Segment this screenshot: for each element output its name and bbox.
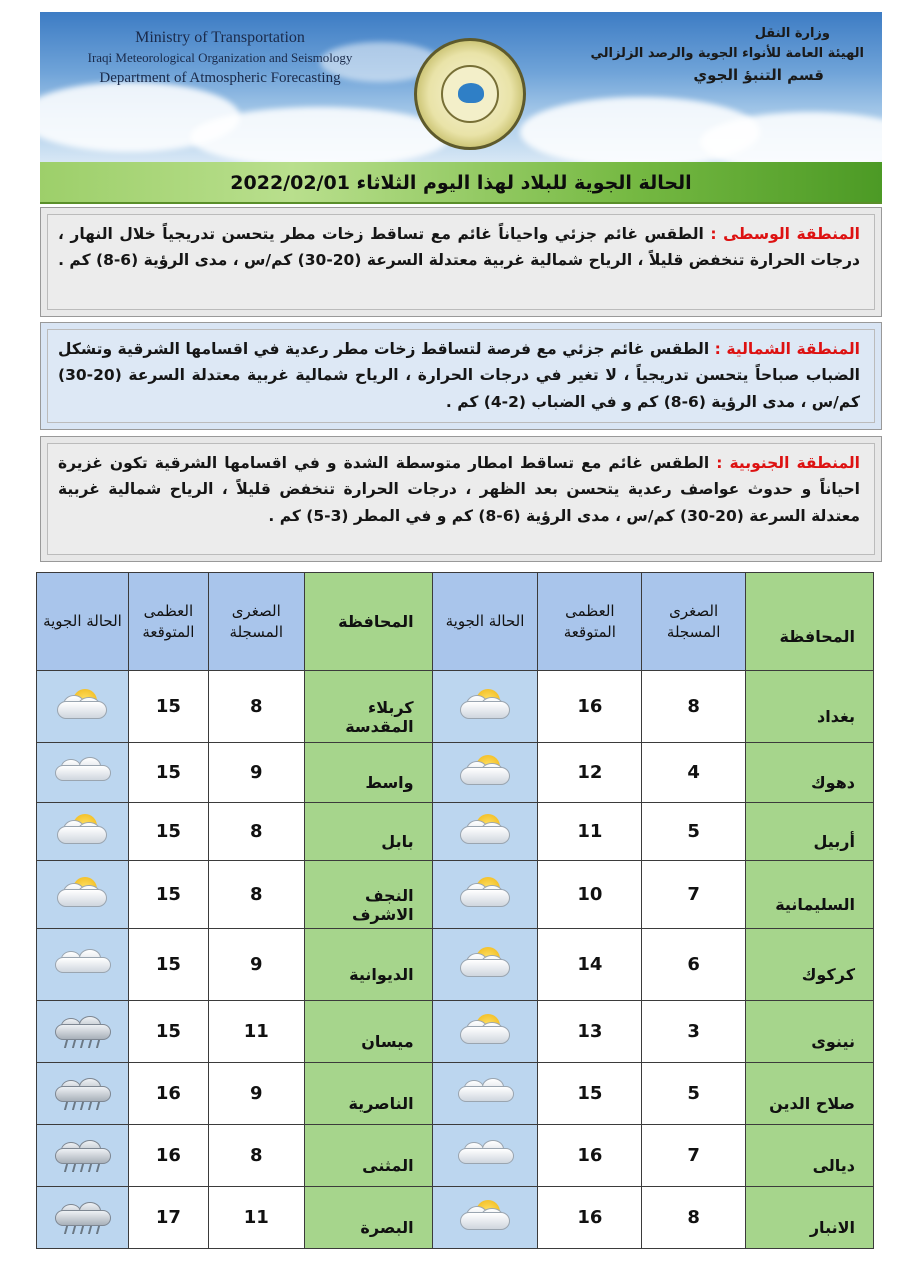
governorate-name: بغداد: [817, 707, 855, 726]
governorate-name: الديوانية: [349, 965, 414, 984]
max-temp-cell: 10: [538, 861, 642, 929]
governorate-cell: [304, 671, 432, 743]
organization-logo: [414, 38, 526, 150]
governorate-cell: [746, 1001, 874, 1063]
max-temp-cell: 15: [538, 1063, 642, 1125]
title-bar: [40, 162, 882, 204]
central-region-label: المنطقة الوسطى :: [710, 225, 860, 243]
weather-cell: [37, 1125, 129, 1187]
partly-cloudy-icon: [456, 755, 514, 787]
max-temp-cell: 15: [128, 743, 208, 803]
min-temp-cell: 8: [208, 861, 304, 929]
south-region-box: [40, 436, 882, 562]
cloud-decoration: [190, 107, 450, 162]
min-temp-cell: 11: [208, 1001, 304, 1063]
max-temp-cell: 16: [538, 671, 642, 743]
department-name-en: Department of Atmospheric Forecasting: [99, 70, 341, 87]
weather-cell: [37, 743, 129, 803]
governorate-name: ميسان: [361, 1032, 414, 1051]
max-temp-cell: 16: [128, 1125, 208, 1187]
rain-icon: [53, 1138, 111, 1170]
central-region-text: [47, 214, 875, 310]
south-region-label: المنطقة الجنوبية :: [716, 454, 860, 472]
min-temp-cell: 8: [642, 1187, 746, 1249]
header-weather-state: الحالة الجوية: [37, 573, 129, 671]
governorate-name: البصرة: [360, 1218, 414, 1237]
weather-cell: [37, 1187, 129, 1249]
governorate-cell: [304, 1063, 432, 1125]
table-row: [37, 743, 874, 803]
weather-cell: [432, 803, 538, 861]
weather-cell: [432, 1063, 538, 1125]
table-row: [37, 671, 874, 743]
min-temp-cell: 9: [208, 743, 304, 803]
max-temp-cell: 15: [128, 861, 208, 929]
table-row: [37, 803, 874, 861]
governorate-name: كربلاء المقدسة: [345, 697, 414, 736]
organization-name-en: Iraqi Meteorological Organization and Seismology: [87, 50, 353, 66]
rain-icon: [53, 1014, 111, 1046]
governorate-cell: [746, 743, 874, 803]
max-temp-cell: 14: [538, 929, 642, 1001]
partly-cloudy-icon: [456, 877, 514, 909]
header-weather-state: الحالة الجوية: [432, 573, 538, 671]
north-region-box: [40, 322, 882, 430]
english-header: [70, 26, 370, 90]
min-temp-cell: 5: [642, 803, 746, 861]
max-temp-cell: 15: [128, 1001, 208, 1063]
weather-cell: [37, 671, 129, 743]
governorate-cell: [304, 803, 432, 861]
central-region-forecast: الطقس غائم جزئي واحياناً غائم مع تساقط زخات مطر يتحسن تدريجياً خلال النهار ، درجات الحرارة تنخفض قليلاً ، الرياح شمالية غربية معتدلة السرعة (20-30) كم/س ، مدى الرؤية (6-8) كم .: [58, 225, 860, 270]
min-temp-cell: 8: [208, 671, 304, 743]
weather-cell: [432, 1187, 538, 1249]
min-temp-cell: 11: [208, 1187, 304, 1249]
governorate-name: دهوك: [811, 773, 855, 792]
weather-cell: [37, 1063, 129, 1125]
max-temp-cell: 11: [538, 803, 642, 861]
governorate-name: نينوى: [811, 1032, 855, 1051]
forecast-table: [36, 572, 874, 1249]
governorate-name: ديالى: [812, 1156, 855, 1175]
min-temp-cell: 8: [208, 1125, 304, 1187]
min-temp-cell: 8: [208, 803, 304, 861]
max-temp-cell: 17: [128, 1187, 208, 1249]
header-governorate: المحافظة: [746, 573, 874, 671]
min-temp-cell: 8: [642, 671, 746, 743]
weather-cell: [432, 671, 538, 743]
governorate-name: أربيل: [813, 832, 855, 851]
governorate-cell: [746, 1125, 874, 1187]
north-region-text: [47, 329, 875, 423]
min-temp-cell: 6: [642, 929, 746, 1001]
weather-cell: [37, 803, 129, 861]
organization-name-ar: الهيئة العامة للأنواء الجوية والرصد الزلزالي: [590, 46, 864, 62]
governorate-cell: [746, 1063, 874, 1125]
header-min-recorded: الصغرى المسجلة: [208, 573, 304, 671]
governorate-cell: [746, 803, 874, 861]
weather-cell: [432, 861, 538, 929]
weather-cell: [432, 1125, 538, 1187]
partly-cloudy-icon: [456, 1200, 514, 1232]
governorate-name: المثنى: [362, 1156, 414, 1175]
rain-icon: [53, 1076, 111, 1108]
min-temp-cell: 9: [208, 1063, 304, 1125]
governorate-cell: [304, 861, 432, 929]
min-temp-cell: 4: [642, 743, 746, 803]
governorate-cell: [304, 1001, 432, 1063]
max-temp-cell: 16: [538, 1187, 642, 1249]
arabic-header: [564, 24, 864, 88]
governorate-cell: [304, 743, 432, 803]
partly-cloudy-icon: [456, 947, 514, 979]
cloudy-icon: [456, 1138, 514, 1170]
min-temp-cell: 5: [642, 1063, 746, 1125]
partly-cloudy-icon: [53, 877, 111, 909]
min-temp-cell: 7: [642, 1125, 746, 1187]
cloudy-icon: [53, 755, 111, 787]
governorate-cell: [746, 861, 874, 929]
table-row: [37, 1001, 874, 1063]
max-temp-cell: 12: [538, 743, 642, 803]
ministry-name-ar: وزارة النقل: [754, 26, 830, 41]
min-temp-cell: 9: [208, 929, 304, 1001]
max-temp-cell: 13: [538, 1001, 642, 1063]
cloudy-icon: [456, 1076, 514, 1108]
ministry-name-en: Ministry of Transportation: [135, 29, 305, 46]
governorate-name: واسط: [365, 773, 414, 792]
governorate-name: السليمانية: [775, 895, 855, 914]
logo-inner: [441, 65, 499, 123]
table-row: [37, 929, 874, 1001]
header-max-expected: العظمى المتوقعة: [128, 573, 208, 671]
weather-cell: [432, 743, 538, 803]
north-region-forecast: الطقس غائم جزئي مع فرصة لتساقط زخات مطر رعدية في اقسامها الشرقية وتشكل الضباب صباحاً يتحسن تدريجياً ، لا تغير في درجات الحرارة ، الرياح شمالية غربية معتدلة السرعة (20-30) كم/س ، مدى الرؤية (6-8) كم و في الضباب (2-4) كم .: [58, 340, 860, 411]
header-governorate: المحافظة: [304, 573, 432, 671]
header-banner: [40, 12, 882, 162]
weather-cell: [432, 929, 538, 1001]
governorate-name: كركوك: [801, 965, 855, 984]
governorate-cell: [304, 1187, 432, 1249]
south-region-forecast: الطقس غائم مع تساقط امطار متوسطة الشدة و في اقسامها الشرقية تكون غزيرة احياناً و حدوث عواصف رعدية يتحسن بعد الظهر ، درجات الحرارة تنخفض قليلاً ، الرياح شمالية غربية معتدلة السرعة (20-30) كم/س ، مدى الرؤية (6-8) كم و في المطر (3-5) كم .: [58, 454, 860, 525]
rain-icon: [53, 1200, 111, 1232]
governorate-name: الانبار: [809, 1218, 855, 1237]
max-temp-cell: 16: [538, 1125, 642, 1187]
governorate-name: الناصرية: [348, 1094, 414, 1113]
cloudy-icon: [53, 947, 111, 979]
governorate-name: النجف الاشرف: [351, 885, 414, 924]
weather-cell: [37, 861, 129, 929]
page-title: الحالة الجوية للبلاد لهذا اليوم الثلاثاء 2022/02/01: [230, 172, 692, 194]
governorate-cell: [304, 929, 432, 1001]
max-temp-cell: 15: [128, 929, 208, 1001]
governorate-cell: [746, 1187, 874, 1249]
max-temp-cell: 16: [128, 1063, 208, 1125]
partly-cloudy-icon: [456, 1014, 514, 1046]
table-row: [37, 861, 874, 929]
partly-cloudy-icon: [53, 689, 111, 721]
governorate-cell: [746, 671, 874, 743]
partly-cloudy-icon: [456, 689, 514, 721]
weather-cell: [37, 929, 129, 1001]
governorate-cell: [304, 1125, 432, 1187]
max-temp-cell: 15: [128, 671, 208, 743]
central-region-box: [40, 207, 882, 317]
max-temp-cell: 15: [128, 803, 208, 861]
weather-cell: [37, 1001, 129, 1063]
partly-cloudy-icon: [456, 814, 514, 846]
north-region-label: المنطقة الشمالية :: [714, 340, 860, 358]
table-row: [37, 1187, 874, 1249]
department-name-ar: قسم التنبؤ الجوي: [693, 66, 824, 85]
south-region-text: [47, 443, 875, 555]
governorate-name: صلاح الدين: [769, 1094, 855, 1113]
min-temp-cell: 3: [642, 1001, 746, 1063]
governorate-cell: [746, 929, 874, 1001]
water-drop-icon: [458, 83, 484, 103]
partly-cloudy-icon: [53, 814, 111, 846]
table-header-row: [37, 573, 874, 671]
min-temp-cell: 7: [642, 861, 746, 929]
table-row: [37, 1063, 874, 1125]
weather-cell: [432, 1001, 538, 1063]
header-min-recorded: الصغرى المسجلة: [642, 573, 746, 671]
header-max-expected: العظمى المتوقعة: [538, 573, 642, 671]
table-row: [37, 1125, 874, 1187]
governorate-name: بابل: [381, 832, 414, 851]
